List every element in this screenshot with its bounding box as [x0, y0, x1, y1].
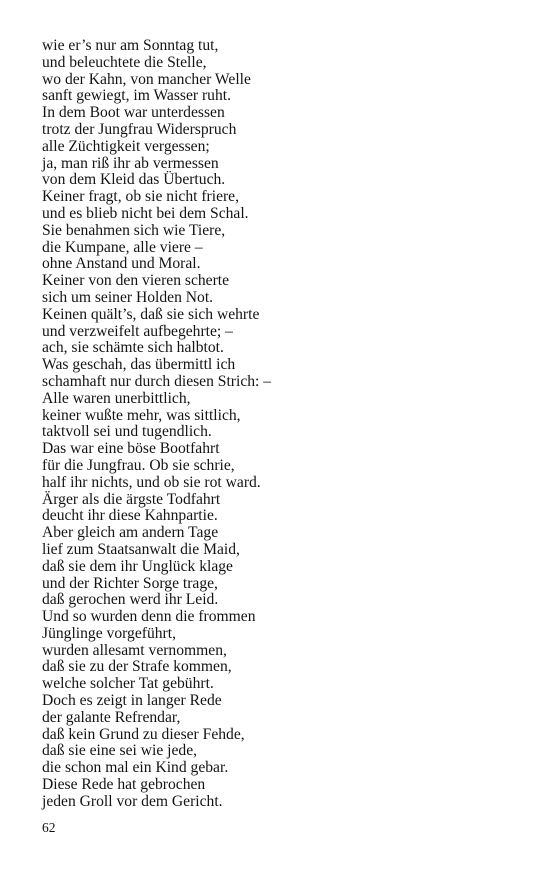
poem-line: jeden Groll vor dem Gericht. — [42, 792, 223, 810]
poem-line: daß sie eine sei wie jede, — [42, 742, 198, 760]
poem-line: taktvoll sei und tugendlich. — [42, 423, 212, 441]
poem-line: der galante Refrendar, — [42, 708, 181, 726]
poem-line: daß kein Grund zu dieser Fehde, — [42, 725, 245, 743]
poem-line: und es blieb nicht bei dem Schal. — [42, 204, 249, 222]
poem-line: Keiner von den vieren scherte — [42, 272, 230, 290]
poem-line: daß sie dem ihr Unglück klage — [42, 557, 233, 575]
poem-line: ohne Anstand und Moral. — [42, 255, 201, 273]
poem-line: Keinen quält’s, daß sie sich wehrte — [42, 305, 260, 323]
poem-line: Diese Rede hat gebrochen — [42, 776, 206, 794]
poem-line: und beleuchtete die Stelle, — [42, 53, 207, 71]
poem-text — [42, 38, 512, 811]
poem-line: Das war eine böse Bootfahrt — [42, 440, 220, 458]
poem-line: alle Züchtigkeit vergessen; — [42, 137, 210, 155]
poem-line: schamhaft nur durch diesen Strich: – — [42, 372, 272, 390]
poem-line: und der Richter Sorge trage, — [42, 574, 218, 592]
poem-line: ach, sie schämte sich halbtot. — [42, 339, 224, 357]
poem-line: von dem Kleid das Übertuch. — [42, 171, 226, 189]
poem-line: Doch es zeigt in langer Rede — [42, 692, 222, 710]
page-number: 62 — [42, 820, 56, 835]
poem-line: wurden allesamt vernommen, — [42, 641, 227, 659]
poem-line: lief zum Staatsanwalt die Maid, — [42, 540, 240, 558]
poem-line: wo der Kahn, von mancher Welle — [42, 70, 251, 88]
poem-line: Alle waren unerbittlich, — [42, 389, 191, 407]
poem-line: Sie benahmen sich wie Tiere, — [42, 221, 226, 239]
poem-line: sich um seiner Holden Not. — [42, 288, 214, 306]
poem-line: Jünglinge vorgeführt, — [42, 624, 176, 642]
poem-line: wie er’s nur am Sonntag tut, — [42, 37, 219, 54]
poem-line: daß sie zu der Strafe kommen, — [42, 658, 232, 676]
poem-line: sanft gewiegt, im Wasser ruht. — [42, 87, 232, 105]
poem-line: Und so wurden denn die frommen — [42, 608, 256, 626]
poem-line: daß gerochen werd ihr Leid. — [42, 591, 219, 609]
poem-line: trotz der Jungfrau Widerspruch — [42, 120, 237, 138]
poem-line: ja, man riß ihr ab vermessen — [42, 154, 219, 172]
poem-line: In dem Boot war unterdessen — [42, 104, 225, 122]
poem-line: half ihr nichts, und ob sie rot ward. — [42, 473, 261, 491]
poem-line: Was geschah, das übermittl ich — [42, 356, 236, 374]
poem-line: die schon mal ein Kind gebar. — [42, 759, 229, 777]
poem-line: die Kumpane, alle viere – — [42, 238, 203, 256]
poem-line: Ärger als die ärgste Todfahrt — [42, 490, 221, 508]
poem-line: Aber gleich am andern Tage — [42, 524, 219, 542]
poem-line: keiner wußte mehr, was sittlich, — [42, 406, 241, 424]
poem-line: deucht ihr diese Kahnpartie. — [42, 507, 218, 525]
poem-line: welche solcher Tat gebührt. — [42, 675, 214, 693]
poem-line: und verzweifelt aufbegehrte; – — [42, 322, 233, 340]
poem-line: Keiner fragt, ob sie nicht friere, — [42, 188, 240, 206]
poem-line: für die Jungfrau. Ob sie schrie, — [42, 456, 235, 474]
